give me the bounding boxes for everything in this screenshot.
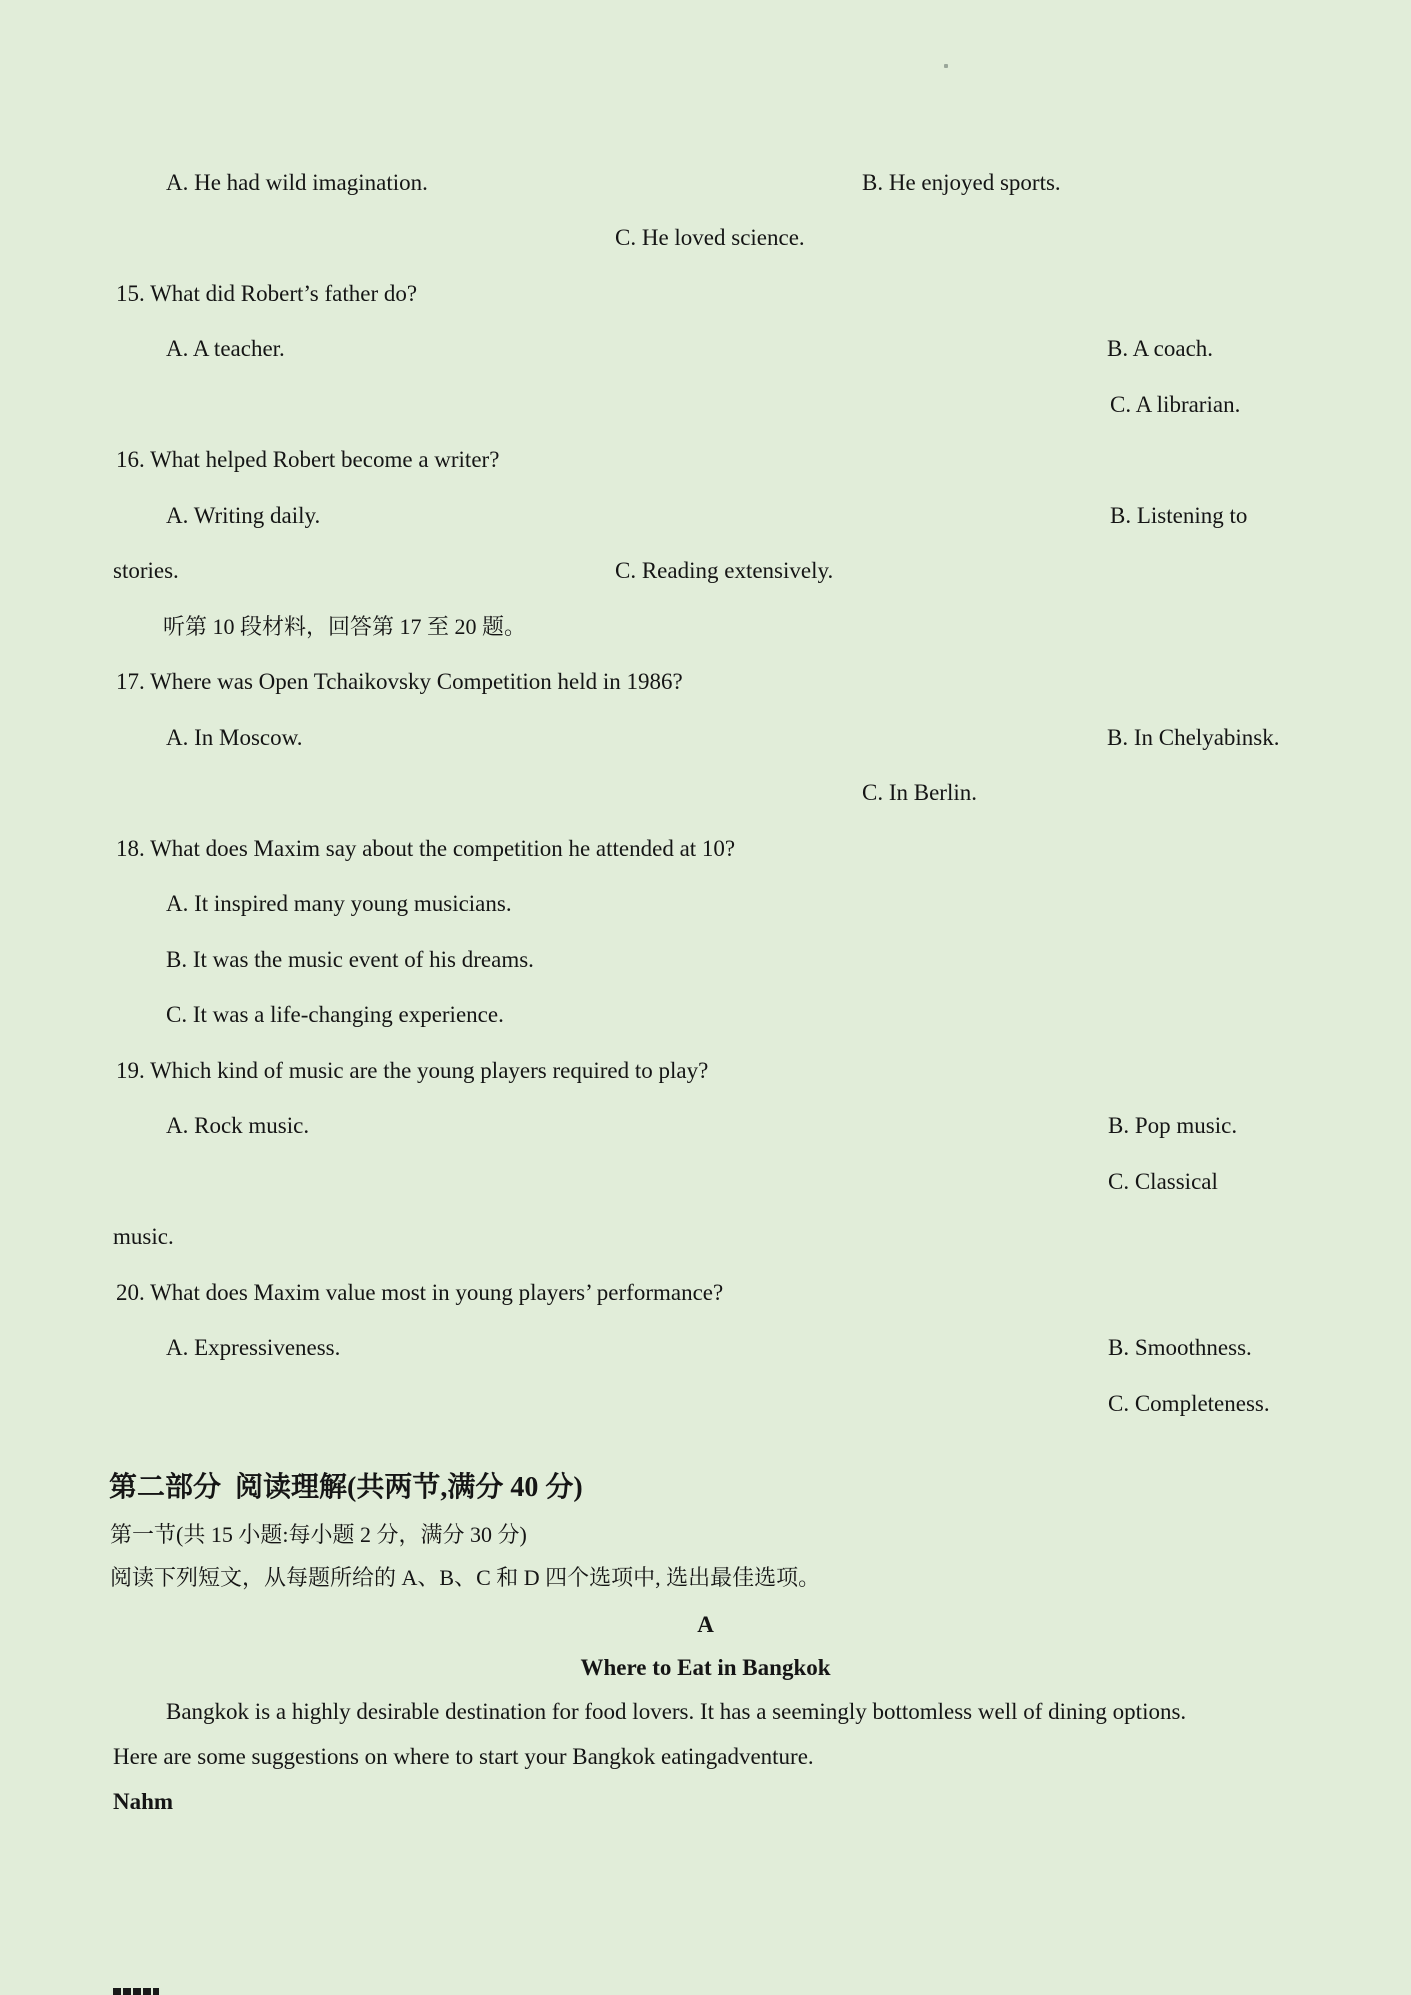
cut-off-text-mark [113, 1988, 159, 1995]
q17-option-c: C. In Berlin. [862, 780, 977, 805]
q19-option-c-continuation: music. [113, 1224, 174, 1249]
q19-option-b: B. Pop music. [1108, 1113, 1238, 1138]
q20-question: 20. What does Maxim value most in young players’ performance? [116, 1280, 724, 1305]
restaurant-subheading: Nahm [113, 1789, 174, 1814]
passage-paragraph-line2: Here are some suggestions on where to start your Bangkok eatingadventure. [113, 1744, 814, 1769]
q18-question: 18. What does Maxim say about the competition he attended at 10? [116, 836, 736, 861]
passage-label: A [697, 1612, 714, 1637]
q15-option-c: C. A librarian. [1110, 392, 1241, 417]
q20-option-b: B. Smoothness. [1108, 1335, 1252, 1360]
q15-option-b: B. A coach. [1107, 336, 1214, 361]
listening-material-note: 听第 10 段材料，回答第 17 至 20 题。 [163, 614, 527, 639]
q19-option-c: C. Classical [1108, 1169, 1218, 1194]
section1-heading: 第一节(共 15 小题:每小题 2 分，满分 30 分) [110, 1522, 527, 1547]
q14-option-b: B. He enjoyed sports. [862, 170, 1061, 195]
q14-option-c: C. He loved science. [615, 225, 805, 250]
q18-option-b: B. It was the music event of his dreams. [166, 947, 534, 972]
q17-option-b: B. In Chelyabinsk. [1107, 725, 1280, 750]
q19-option-a: A. Rock music. [166, 1113, 310, 1138]
q16-question: 16. What helped Robert become a writer? [116, 447, 500, 472]
q16-option-b-continuation: stories. [113, 558, 179, 583]
q15-option-a: A. A teacher. [166, 336, 285, 361]
stray-speck [944, 64, 948, 68]
q20-option-c: C. Completeness. [1108, 1391, 1270, 1416]
q18-option-a: A. It inspired many young musicians. [166, 891, 512, 916]
q16-option-a: A. Writing daily. [166, 503, 321, 528]
q18-option-c: C. It was a life-changing experience. [166, 1002, 504, 1027]
passage-title: Where to Eat in Bangkok [580, 1655, 831, 1680]
q14-option-a: A. He had wild imagination. [166, 170, 428, 195]
q19-question: 19. Which kind of music are the young players required to play? [116, 1058, 709, 1083]
q15-question: 15. What did Robert’s father do? [116, 281, 418, 306]
reading-instructions: 阅读下列短文，从每题所给的 A、B、C 和 D 四个选项中, 选出最佳选项。 [110, 1565, 821, 1590]
q20-option-a: A. Expressiveness. [166, 1335, 341, 1360]
q17-question: 17. Where was Open Tchaikovsky Competition held in 1986? [116, 669, 683, 694]
q16-option-b: B. Listening to [1110, 503, 1248, 528]
passage-paragraph-line1: Bangkok is a highly desirable destination for food lovers. It has a seemingly bottomless well of dining options. [166, 1699, 1187, 1724]
q16-option-c: C. Reading extensively. [615, 558, 834, 583]
q17-option-a: A. In Moscow. [166, 725, 303, 750]
part2-heading: 第二部分 阅读理解(共两节,满分 40 分) [109, 1472, 583, 1503]
